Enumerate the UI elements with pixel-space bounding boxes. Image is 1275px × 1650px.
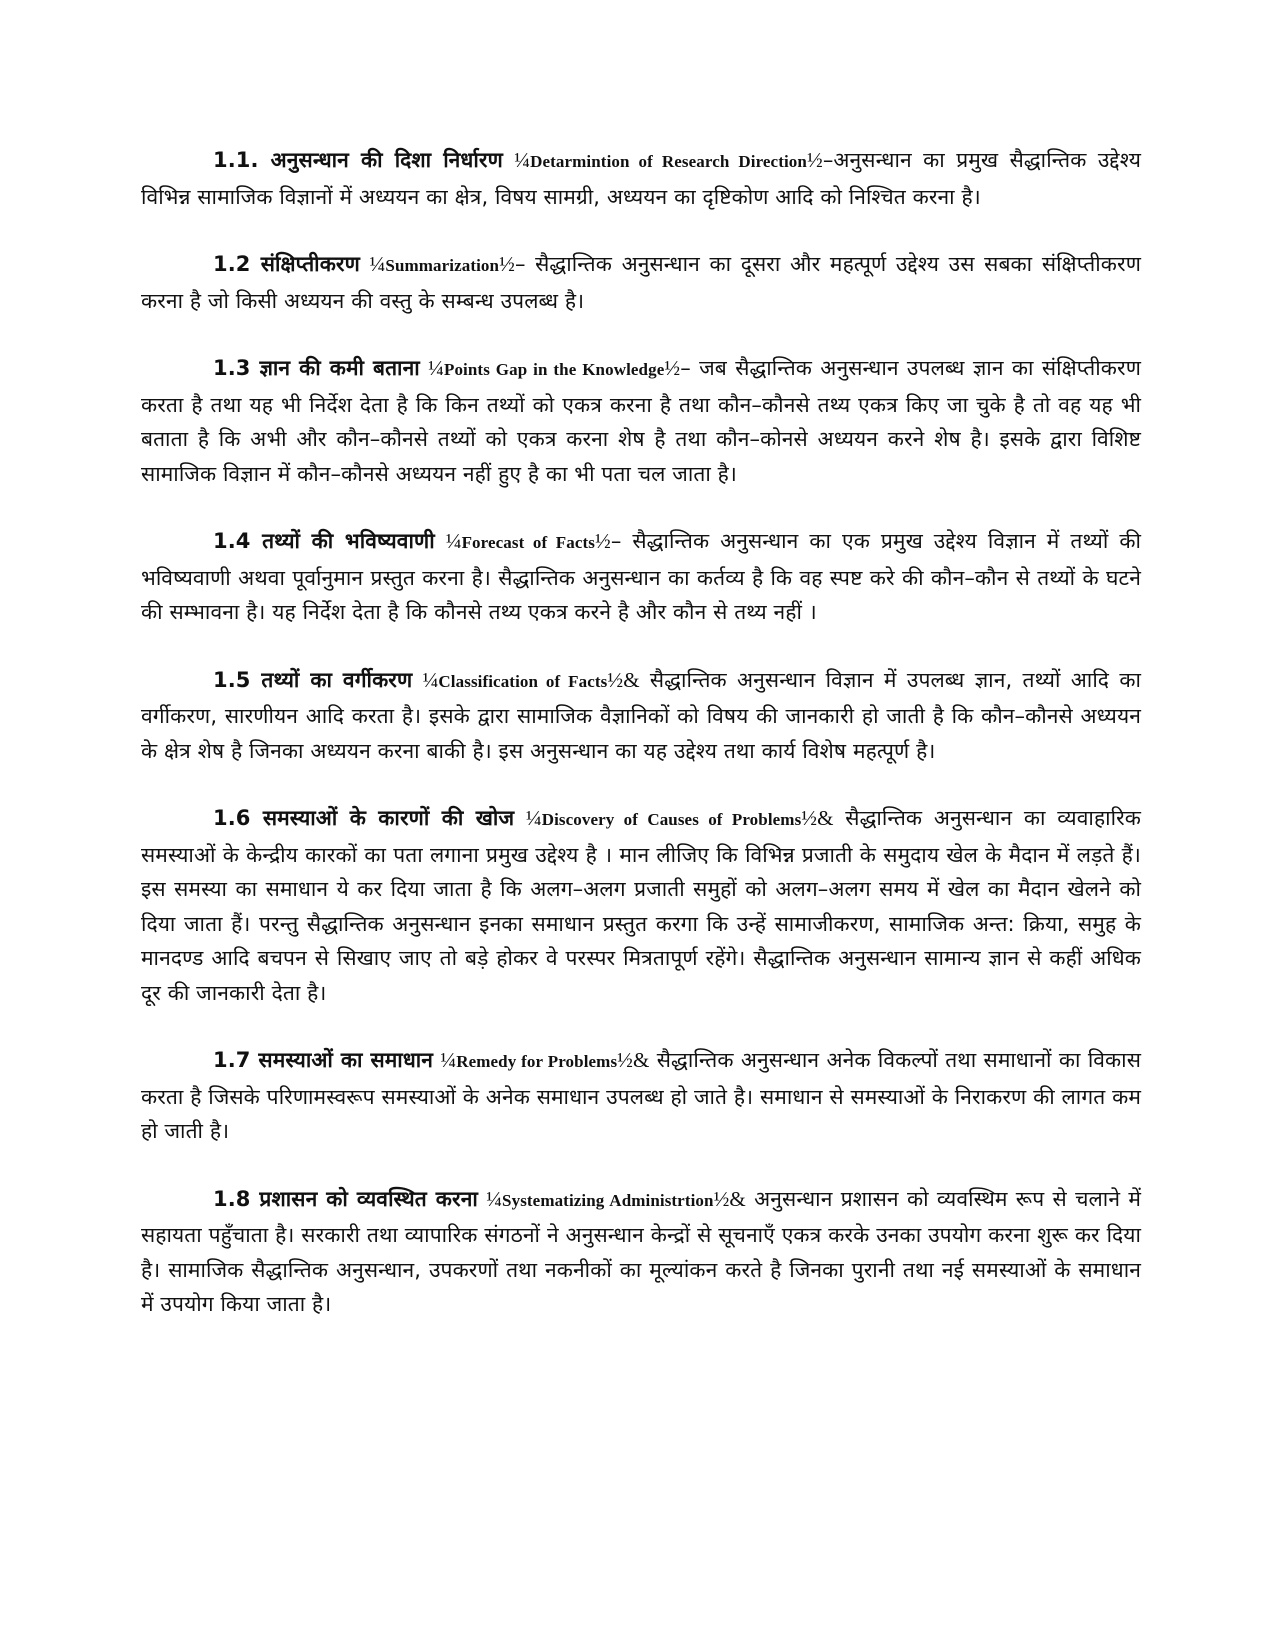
section-1-7 <box>141 1043 1141 1149</box>
fraction-glyph: ½ <box>806 148 823 172</box>
fraction-glyph: ½& <box>617 1048 650 1072</box>
section-1-2 <box>141 247 1141 318</box>
section-english-title: Points Gap in the Knowledge <box>443 360 665 379</box>
section-1-3 <box>141 351 1141 491</box>
section-body: – सैद्धान्तिक अनुसन्धान का एक प्रमुख उद्देश्य विज्ञान में तथ्यों की भविष्यवाणी अथवा पूर्वानुमान प्रस्तुत करना है। सैद्धान्तिक अनुसन्धान का कर्तव्य है कि वह स्पष्ट करे की कौन–कौन से तथ्यों के घटने की सम्भावना है। यह निर्देश देता है कि कौनसे तथ्य एकत्र करने है और कौन से तथ्य नहीं । <box>141 529 1142 624</box>
section-1-6 <box>141 801 1141 1010</box>
fraction-glyph: ½& <box>801 806 834 830</box>
section-heading: 1.2 संक्षिप्तीकरण <box>213 252 360 276</box>
fraction-glyph: ¼ <box>428 356 444 380</box>
fraction-glyph: ¼ <box>514 148 531 172</box>
section-1-1 <box>141 143 1141 214</box>
section-body: अनुसन्धान प्रशासन को व्यवस्थिम रूप से चलाने में सहायता पहुँचाता है। सरकारी तथा व्यापारिक संगठनों ने अनुसन्धान केन्द्रों से सूचनाऍं एकत्र करके उनका उपयोग करना शुरू कर दिया है। सामाजिक सैद्धान्तिक अनुसन्धान, उपकरणों तथा नकनीकों का मूल्यांकन करते है जिनका पुरानी तथा नई समस्याओं के समाधान में उपयोग किया जाता है। <box>141 1186 1142 1316</box>
section-heading: 1.5 तथ्यों का वर्गीकरण <box>213 667 413 692</box>
section-english-title: Classification of Facts <box>438 671 608 691</box>
fraction-glyph: ¼ <box>486 1186 503 1211</box>
fraction-glyph: ¼ <box>440 1048 457 1072</box>
section-1-5 <box>141 663 1141 769</box>
section-body: सैद्धान्तिक अनुसन्धान विज्ञान में उपलब्ध ज्ञान, तथ्यों आदि का वर्गीकरण, सारणीयन आदि करता है। इसके द्वारा सामाजिक वैज्ञानिकों को विषय की जानकारी हो जाती है कि कौन–कौनसे अध्ययन के क्षेत्र शेष है जिनका अध्ययन करना बाकी है। इस अनुसन्धान का यह उद्देश्य तथा कार्य विशेष महत्पूर्ण है। <box>141 667 1142 763</box>
fraction-glyph: ½& <box>607 667 640 692</box>
section-heading: 1.7 समस्याओं का समाधान <box>213 1048 434 1072</box>
document-body <box>141 143 1141 1355</box>
section-1-4 <box>141 524 1141 630</box>
fraction-glyph: ½ <box>664 356 681 380</box>
section-english-title: Systematizing Administrtion <box>502 1190 714 1210</box>
section-body: – जब सैद्धान्तिक अनुसन्धान उपलब्ध ज्ञान का संक्षिप्तीकरण करता है तथा यह भी निर्देश देता है कि किन तथ्यों को एकत्र करना है तथा कौन–कौनसे तथ्य एकत्र किए जा चुके है तो वह यह भी बताता है कि अभी और कौन–कौनसे तथ्यों को एकत्र करना शेष है तथा कौन–कोनसे अध्ययन करने शेष है। इसके द्वारा विशिष्ट सामाजिक विज्ञान में कौन–कौनसे अध्ययन नहीं हुए है का भी पता चल जाता है। <box>141 356 1142 486</box>
fraction-glyph: ¼ <box>525 806 542 830</box>
fraction-glyph: ½ <box>594 529 611 553</box>
section-body: –अनुसन्धान का प्रमुख सैद्धान्तिक उद्देश्य विभिन्न सामाजिक विज्ञानों में अध्ययन का क्षेत्र, विषय सामग्री, अध्ययन का दृष्टिकोण आदि को निश्चित करना है। <box>141 148 1142 209</box>
section-english-title: Summarization <box>385 256 500 275</box>
fraction-glyph: ¼ <box>369 252 386 276</box>
section-heading: 1.4 तथ्यों की भविष्यवाणी <box>213 529 435 553</box>
section-body: सैद्धान्तिक अनुसन्धान का व्यवाहारिक समस्याओं के केन्द्रीय कारकों का पता लगाना प्रमुख उद्देश्य है । मान लीजिए कि विभिन्न प्रजाती के समुदाय खेल के मैदान में लड़ते हैं। इस समस्या का समाधान ये कर दिया जाता है कि अलग–अलग प्रजाती समुहों को अलग–अलग समय में खेल का मैदान खेलने को दिया जाता हैं। परन्तु सैद्धान्तिक अनुसन्धान इनका समाधान प्रस्तुत करगा कि उन्हें सामाजीकरण, सामाजिक अन्त: क्रिया, समुह के मानदण्ड आदि बचपन से सिखाए जाए तो बड़े होकर वे परस्पर मित्रतापूर्ण रहेंगे। सैद्धान्तिक अनुसन्धान सामान्य ज्ञान से कहीं अधिक दूर की जानकारी देता है। <box>141 806 1141 1005</box>
section-heading: 1.8 प्रशासन को व्यवस्थित करना <box>213 1186 478 1211</box>
section-english-title: Remedy for Problems <box>456 1052 618 1071</box>
section-1-8 <box>141 1182 1141 1322</box>
section-heading: 1.1. अनुसन्धान की दिशा निर्धारण <box>213 148 503 172</box>
section-body: सैद्धान्तिक अनुसन्धान अनेक विकल्पों तथा समाधानों का विकास करता है जिसके परिणामस्वरूप समस्याओं के अनेक समाधान उपलब्ध हो जाते है। समाधान से समस्याओं के निराकरण की लागत कम हो जाती है। <box>141 1048 1142 1143</box>
section-english-title: Detarmintion of Research Direction <box>530 152 807 171</box>
fraction-glyph: ½& <box>713 1186 746 1211</box>
section-heading: 1.6 समस्याओं के कारणों की खोज <box>213 806 515 830</box>
fraction-glyph: ½ <box>499 252 515 276</box>
fraction-glyph: ¼ <box>445 529 462 553</box>
fraction-glyph: ¼ <box>422 667 439 692</box>
section-english-title: Discovery of Causes of Problems <box>541 810 802 829</box>
section-english-title: Forecast of Facts <box>461 533 595 552</box>
section-heading: 1.3 ज्ञान की कमी बताना <box>213 356 420 380</box>
section-body: – सैद्धान्तिक अनुसन्धान का दूसरा और महत्पूर्ण उद्देश्य उस सबका संक्षिप्तीकरण करना है जो किसी अध्ययन की वस्तु के सम्बन्ध उपलब्ध है। <box>141 252 1141 313</box>
